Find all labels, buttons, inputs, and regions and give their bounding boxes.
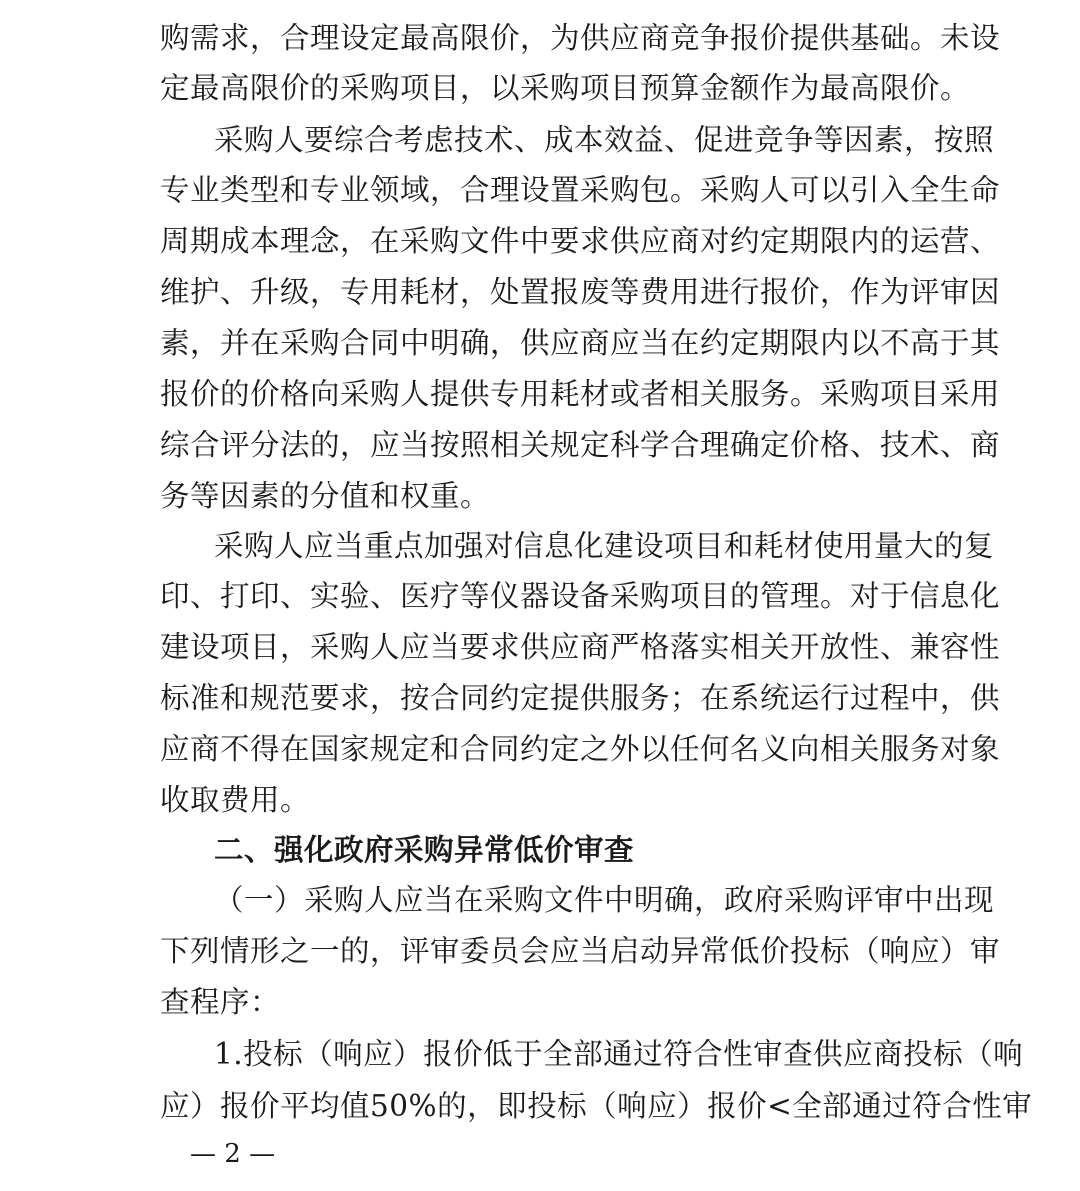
text-line-10: 务等因素的分值和权重。 xyxy=(160,479,491,513)
text-line-21: 1.投标（响应）报价低于全部通过符合性审查供应商投标（响 xyxy=(214,1037,1024,1071)
text-line-7: 素，并在采购合同中明确，供应商应当在约定期限内以不高于其 xyxy=(160,326,1001,360)
text-line-1: 购需求，合理设定最高限价，为供应商竞争报价提供基础。未设 xyxy=(160,21,1001,55)
text-line-3: 采购人要综合考虑技术、成本效益、促进竞争等因素，按照 xyxy=(214,123,995,157)
text-line-15: 应商不得在国家规定和合同约定之外以任何名义向相关服务对象 xyxy=(160,732,1001,766)
text-line-14: 标准和规范要求，按合同约定提供服务；在系统运行过程中，供 xyxy=(160,681,1001,715)
text-line-11: 采购人应当重点加强对信息化建设项目和耗材使用量大的复 xyxy=(214,529,995,563)
text-line-8: 报价的价格向采购人提供专用耗材或者相关服务。采购项目采用 xyxy=(160,377,1001,411)
text-line-4: 专业类型和专业领域，合理设置采购包。采购人可以引入全生命 xyxy=(160,173,1001,207)
text-line-13: 建设项目，采购人应当要求供应商严格落实相关开放性、兼容性 xyxy=(160,630,1001,664)
text-line-16: 收取费用。 xyxy=(160,783,311,817)
section-heading: 二、强化政府采购异常低价审查 xyxy=(214,833,635,867)
text-line-2: 定最高限价的采购项目，以采购项目预算金额作为最高限价。 xyxy=(160,71,971,105)
text-line-12: 印、打印、实验、医疗等仪器设备采购项目的管理。对于信息化 xyxy=(160,579,1001,613)
text-line-19: 下列情形之一的，评审委员会应当启动异常低价投标（响应）审 xyxy=(160,934,1001,968)
text-line-22: 应）报价平均值50%的，即投标（响应）报价<全部通过符合性审 xyxy=(160,1089,1033,1123)
text-line-9: 综合评分法的，应当按照相关规定科学合理确定价格、技术、商 xyxy=(160,428,1001,462)
page-number: — 2 — xyxy=(190,1139,276,1169)
text-line-5: 周期成本理念，在采购文件中要求供应商对约定期限内的运营、 xyxy=(160,224,1001,258)
text-line-6: 维护、升级，专用耗材，处置报废等费用进行报价，作为评审因 xyxy=(160,275,1001,309)
text-line-20: 查程序： xyxy=(160,985,281,1019)
text-line-18: （一）采购人应当在采购文件中明确，政府采购评审中出现 xyxy=(214,883,995,917)
